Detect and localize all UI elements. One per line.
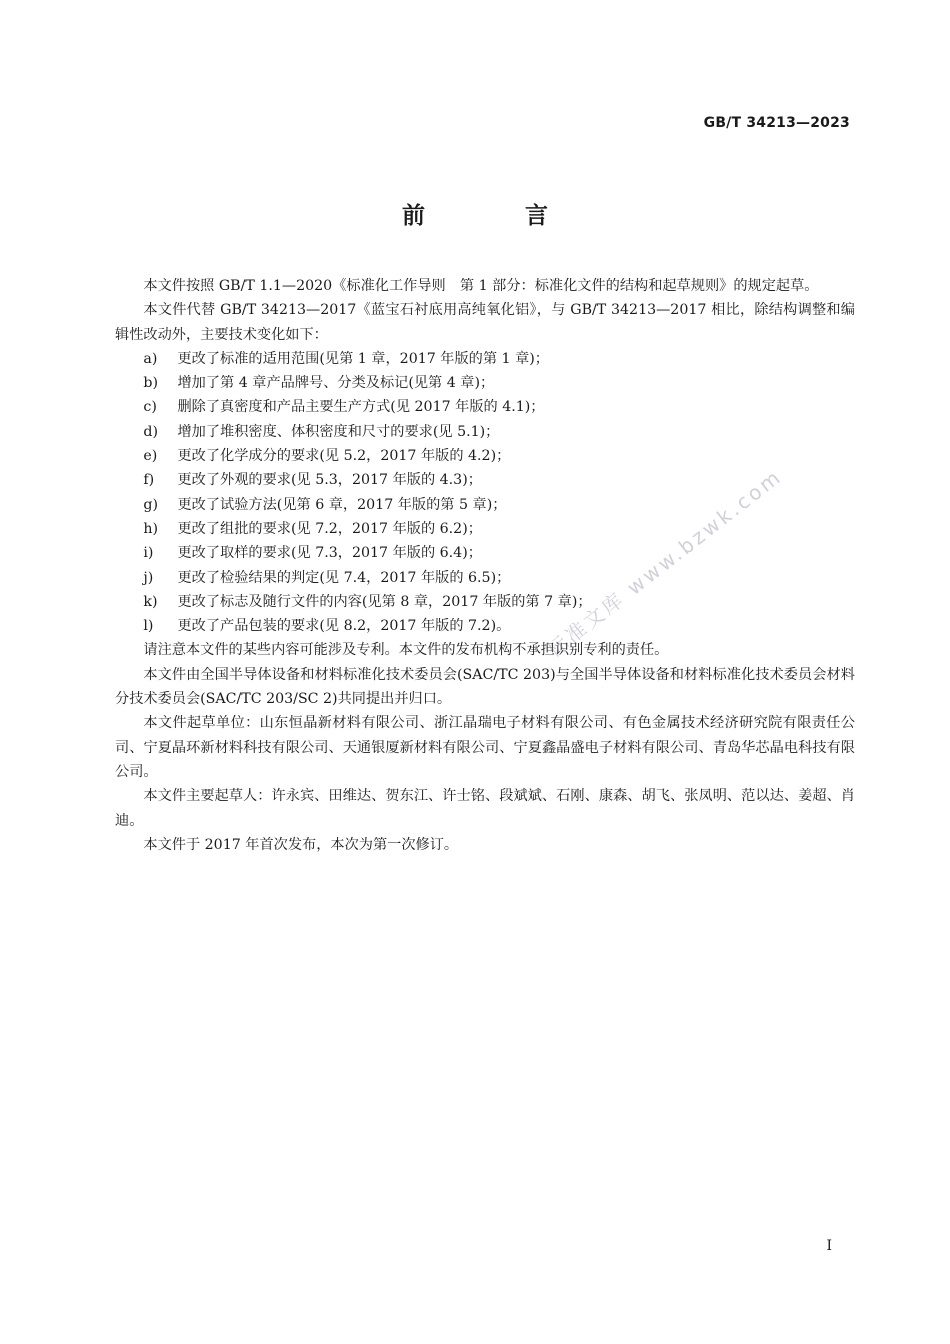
list-item-text: 增加了堆积密度、体积密度和尺寸的要求(见 5.1)；	[177, 423, 500, 440]
list-item-label: d)	[143, 423, 159, 440]
list-item-label: f)	[143, 472, 155, 489]
list-item-label: g)	[143, 496, 159, 513]
list-item-label: j)	[143, 569, 154, 586]
list-item-label: a)	[143, 350, 158, 367]
list-item-label: h)	[143, 520, 159, 537]
list-item	[115, 566, 855, 590]
standard-code: GB/T 34213—2023	[703, 115, 850, 131]
list-item-text: 更改了试验方法(见第 6 章，2017 年版的第 5 章)；	[177, 496, 507, 513]
list-item-label: i)	[143, 545, 154, 562]
paragraph-drafting-units: 本文件起草单位：山东恒晶新材料有限公司、浙江晶瑞电子材料有限公司、有色金属技术经济研究院有限责任公司、宁夏晶环新材料科技有限公司、天通银厦新材料有限公司、宁夏鑫晶盛电子材料有限公司、青岛华芯晶电科技有限公司。	[115, 715, 855, 780]
list-item	[115, 395, 855, 419]
list-item-text: 更改了取样的要求(见 7.3，2017 年版的 6.4)；	[177, 545, 482, 562]
paragraph-patent-notice: 请注意本文件的某些内容可能涉及专利。本文件的发布机构不承担识别专利的责任。	[143, 642, 669, 659]
paragraph-history: 本文件于 2017 年首次发布，本次为第一次修订。	[143, 836, 459, 853]
page-number: I	[826, 1238, 832, 1254]
list-item	[115, 517, 855, 541]
list-item	[115, 541, 855, 565]
list-item	[115, 614, 855, 638]
list-item	[115, 347, 855, 371]
list-item-text: 增加了第 4 章产品牌号、分类及标记(见第 4 章)；	[177, 375, 495, 392]
paragraph-drafting-rules: 本文件按照 GB/T 1.1—2020《标准化工作导则 第 1 部分：标准化文件的结构和起草规则》的规定起草。	[143, 278, 819, 294]
list-item-label: k)	[143, 593, 158, 610]
list-item	[115, 590, 855, 614]
list-item	[115, 371, 855, 395]
list-item-text: 更改了检验结果的判定(见 7.4，2017 年版的 6.5)；	[177, 569, 511, 586]
list-item-label: l)	[143, 618, 154, 635]
foreword-body	[115, 274, 855, 857]
watermark: 标准文库 www.bzwk.com	[542, 463, 787, 663]
list-item-text: 更改了标准的适用范围(见第 1 章，2017 年版的第 1 章)；	[177, 350, 549, 367]
list-item-text: 更改了化学成分的要求(见 5.2，2017 年版的 4.2)；	[177, 448, 511, 465]
list-item	[115, 420, 855, 444]
list-item-text: 删除了真密度和产品主要生产方式(见 2017 年版的 4.1)；	[177, 399, 545, 416]
list-item-label: c)	[143, 399, 157, 416]
page-title: 前 言	[401, 203, 594, 229]
list-item-text: 更改了外观的要求(见 5.3，2017 年版的 4.3)；	[177, 472, 482, 489]
paragraph-drafters: 本文件主要起草人：许永宾、田维达、贺东江、许士铭、段斌斌、石刚、康森、胡飞、张凤明、范以达、姜超、肖迪。	[115, 788, 855, 829]
paragraph-proposer: 本文件由全国半导体设备和材料标准化技术委员会(SAC/TC 203)与全国半导体设备和材料标准化技术委员会材料分技术委员会(SAC/TC 203/SC 2)共同提出并归口。	[115, 666, 855, 708]
list-item-label: b)	[143, 375, 159, 392]
list-item	[115, 444, 855, 468]
list-item-label: e)	[143, 448, 158, 465]
list-item-text: 更改了标志及随行文件的内容(见第 8 章，2017 年版的第 7 章)；	[177, 593, 592, 610]
list-item-text: 更改了组批的要求(见 7.2，2017 年版的 6.2)；	[177, 520, 482, 537]
paragraph-replacement: 本文件代替 GB/T 34213—2017《蓝宝石衬底用高纯氧化铝》，与 GB/T 34213—2017 相比，除结构调整和编辑性改动外，主要技术变化如下：	[115, 302, 855, 343]
list-item-text: 更改了产品包装的要求(见 8.2，2017 年版的 7.2)。	[177, 618, 511, 635]
